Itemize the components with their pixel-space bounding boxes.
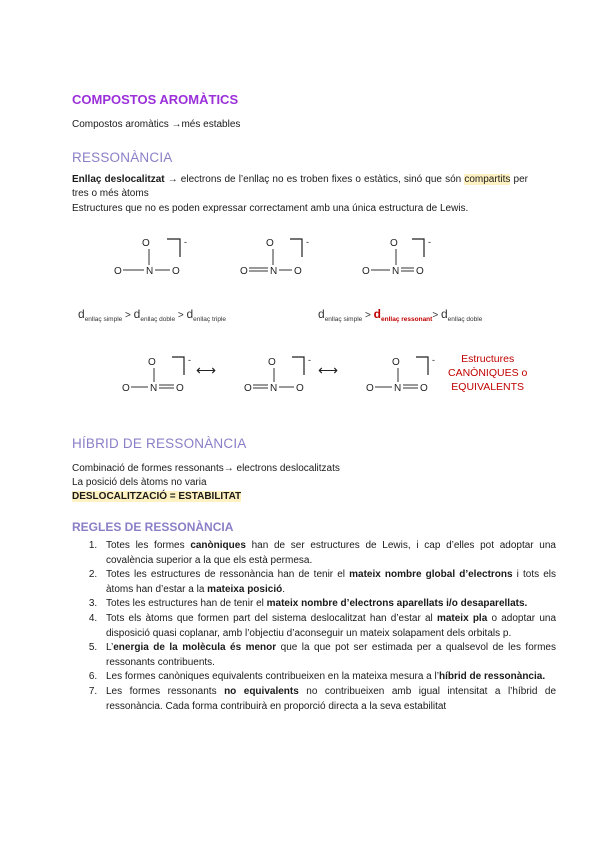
atom-o-right: O <box>416 266 424 277</box>
svg-text:O: O <box>148 357 156 368</box>
charge-2: - <box>306 237 309 247</box>
svg-text:O: O <box>268 357 276 368</box>
svg-text:O: O <box>366 383 374 394</box>
rule-item: 1. Totes les formes canòniques han de ser estructures de Lewis, i cap d’elles pot adoptar una covalència superior a la que els està permesa. <box>100 539 556 568</box>
lewis-structure-3 <box>362 237 431 277</box>
hibrid-line-2: La posició dels àtoms no varia <box>72 477 207 488</box>
definition-term: Enllaç deslocalitzat <box>72 174 165 185</box>
rule-item: 6. Les formes canòniques equivalents contribueixen en la mateixa mesura a l’híbrid de ressonància. <box>100 670 556 685</box>
canonical-structures-label: Estructures CANÒNIQUES o EQUIVALENTS <box>448 353 528 393</box>
resonance-structure-2 <box>244 355 311 394</box>
atom-o-left: O <box>114 266 122 277</box>
charge-1: - <box>184 237 187 247</box>
rule-item: 4. Tots els àtoms que formen part del sistema deslocalitzat han d’estar al mateix pla o adoptar una disposició quasi coplanar, amb l’objectiu d’aconseguir un mateix solapament dels orbitals p. <box>100 612 556 641</box>
section-heading-hibrid: HÍBRID DE RESSONÀNCIA <box>72 436 247 451</box>
atom-o-top: O <box>390 238 398 249</box>
definition-paragraph <box>72 173 528 201</box>
svg-text:N: N <box>150 383 158 394</box>
atom-n: N <box>146 266 154 277</box>
hibrid-line-1: Combinació de formes ressonants→ electrons deslocalitzats <box>72 463 340 474</box>
svg-text:-: - <box>432 355 435 365</box>
atom-n: N <box>392 266 400 277</box>
rule-item: 2. Totes les estructures de ressonància han de tenir el mateix nombre global d’electrons i tots els àtoms han d’estar a la mateixa posició. <box>100 568 556 597</box>
resonance-arrow-1: ⟷ <box>196 362 217 378</box>
lewis-structure-2 <box>240 237 309 277</box>
resonance-structure-3 <box>366 355 435 394</box>
svg-text:O: O <box>296 383 304 394</box>
highlight-compartits: compartits <box>464 174 511 185</box>
rule-item: 3. Totes les estructures han de tenir el mateix nombre d’electrons aparellats i/o desaparellats. <box>100 597 556 612</box>
atom-o-right: O <box>294 266 302 277</box>
svg-text:O: O <box>392 357 400 368</box>
svg-text:-: - <box>308 355 311 365</box>
definition-text: → electrons de l’enllaç no es troben fixes o estàtics, sinó que són <box>164 174 465 185</box>
lewis-structure-1 <box>114 237 187 277</box>
rule-item: 7. Les formes ressonants no equivalents no contribueixen amb igual intensitat a l’híbrid de ressonància. Cada forma contribuirà en proporció directa a la seva estabilitat <box>100 685 556 714</box>
section-heading-ressonancia: RESSONÀNCIA <box>72 150 173 165</box>
bond-length-comparison-right: $d_{enllaç simple} > d_{enllaç ressonant}> d_{enllaç doble}$ <box>318 307 483 323</box>
atom-o-top: O <box>266 238 274 249</box>
atom-o-left: O <box>362 266 370 277</box>
svg-text:O: O <box>420 383 428 394</box>
svg-text:O: O <box>122 383 130 394</box>
resonance-arrow-2: ⟷ <box>318 362 339 378</box>
svg-text:-: - <box>188 355 191 365</box>
atom-o-top: O <box>142 238 150 249</box>
charge-3: - <box>428 237 431 247</box>
hibrid-line-3: DESLOCALITZACIÓ = ESTABILITAT <box>72 491 242 502</box>
page-title: COMPOSTOS AROMÀTICS <box>72 92 239 107</box>
lewis-structures-row1 <box>0 225 600 285</box>
rules-list <box>72 539 556 714</box>
subtitle: Compostos aromàtics →més estables <box>72 119 241 130</box>
definition-end: per tres o més àtoms <box>72 174 528 199</box>
resonance-structure-1 <box>122 355 191 394</box>
atom-o-left: O <box>240 266 248 277</box>
svg-text:N: N <box>270 383 278 394</box>
svg-text:O: O <box>244 383 252 394</box>
bond-length-comparison-left: $d_{enllaç simple} > d_{enllaç doble} > d_{enllaç triple}$ <box>78 307 227 323</box>
svg-text:O: O <box>176 383 184 394</box>
section-heading-regles: REGLES DE RESSONÀNCIA <box>72 520 234 534</box>
atom-o-right: O <box>172 266 180 277</box>
svg-text:N: N <box>394 383 402 394</box>
rule-item: 5. L’energia de la molècula és menor que la que pot ser estimada per a qualsevol de les formes ressonants contribuents. <box>100 641 556 670</box>
atom-n: N <box>270 266 278 277</box>
structures-sentence: Estructures que no es poden expressar correctament amb una única estructura de Lewis. <box>72 203 469 214</box>
